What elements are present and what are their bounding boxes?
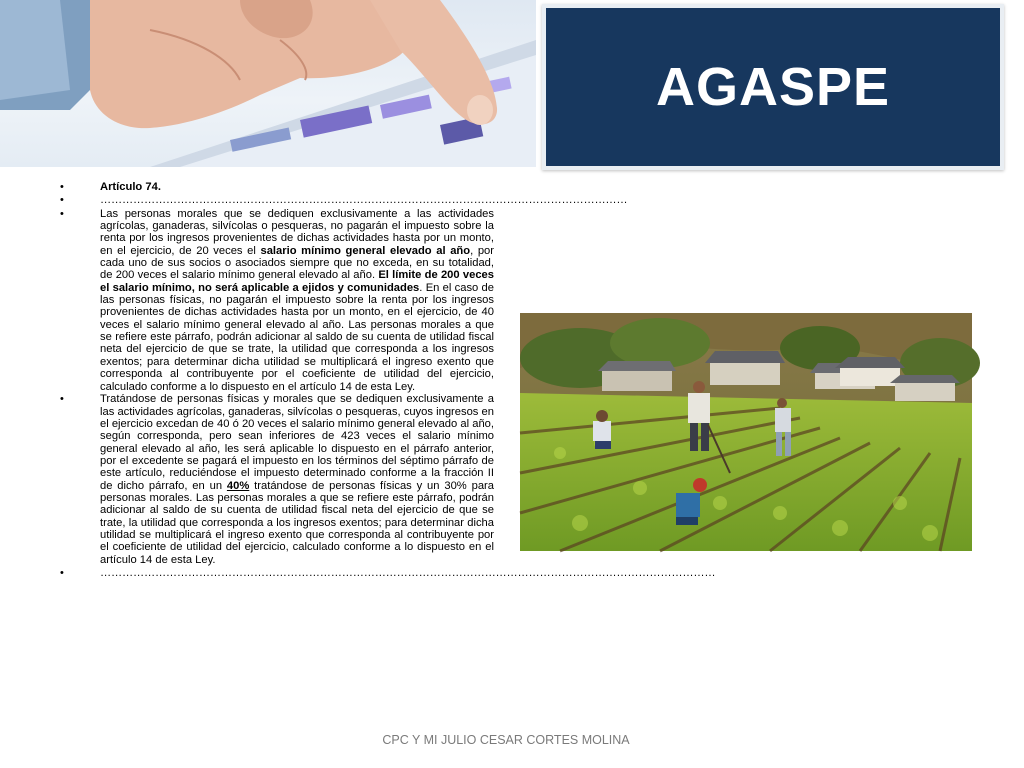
paragraph-text: Tratándose de personas físicas y morales que se dediquen exclusivamente a las actividades agrícolas, ganaderas, silvícolas o pesqueras, cuyos ingresos en el ejercicio excedan de 40 ó 20 veces el salario mínimo general elevado al año, según corresponda, pero sean inferiores de 423 veces el salario mínimo general elevado al año, les será aplicable lo dispuesto en el párrafo anterior, por el excedente se pagará el impuesto en los términos del séptimo párrafo de este artículo, reduciéndose el impuesto determinado conforme a la fracción II de dicho párrafo, en un bbox=[100, 393, 494, 492]
farm-workers-photo bbox=[520, 313, 972, 551]
list-item bbox=[58, 181, 494, 193]
title-box bbox=[542, 4, 1004, 170]
paragraph-text: tratándose de personas físicas y un 30% para personas morales. Las personas morales a que se refiere este párrafo, podrán adicionar al saldo de su cuenta de utilidad fiscal neta del ejercicio de que se trate, la utilidad que corresponda a los ingresos exentos; para determinar dicha utilidad se multiplicará el ingreso exento que corresponda al contribuyente por el coeficiente de utilidad del ejercicio, calculado conforme a lo dispuesto en el artículo 14 de esta Ley. bbox=[100, 479, 494, 566]
bold-text: El límite de 200 veces el salario mínimo, no será aplicable a ejidos y comunidades bbox=[100, 269, 494, 294]
paragraph-text: . En el caso de las personas físicas, no pagarán el impuesto sobre la renta por los ingresos provenientes de dichas actividades hasta por un monto, en el ejercicio, de 40 veces el salario mínimo general elevado al año. Las personas morales a que se refiere este párrafo, podrán adicionar al saldo de su cuenta de utilidad fiscal neta del ejercicio de que se trate, la utilidad que corresponda a los ingresos exentos; para determinar dicha utilidad se multiplicará el ingreso exento que corresponda al contribuyente por el coeficiente de utilidad del ejercicio, calculado conforme a lo dispuesto en el artículo 14 de esta Ley. bbox=[100, 281, 495, 393]
list-item bbox=[58, 393, 494, 566]
ellipsis-line: • ……………………………………………………………………………………………………………………………… bbox=[100, 194, 628, 207]
body-text bbox=[58, 181, 716, 580]
ellipsis-line: • …………………………………………………………………………………………………………………………………………………… bbox=[100, 566, 716, 579]
paragraph-text: Las personas morales que se dediquen exclusivamente a las actividades agrícolas, ganaderas, silvícolas o pesqueras, no pagarán el impuesto sobre la renta por los ingresos provenientes de dichas actividades hasta por un monto, en el ejercicio, de 20 veces el bbox=[100, 207, 494, 257]
slide-title: AGASPE bbox=[655, 57, 891, 117]
list-item bbox=[58, 194, 628, 207]
bold-underlined-text: 40% bbox=[226, 479, 250, 492]
list-item bbox=[58, 208, 494, 393]
list-item bbox=[58, 566, 716, 579]
title-panel bbox=[546, 8, 1000, 166]
paragraph-text: , por cada uno de sus socios o asociados siempre que no exceda, en su totalidad, de 200 veces el salario mínimo general elevado al año. bbox=[100, 244, 495, 282]
bold-text: salario mínimo general elevado al año bbox=[260, 244, 471, 257]
footer-author: CPC Y MI JULIO CESAR CORTES MOLINA bbox=[382, 733, 630, 747]
article-heading: Artículo 74. bbox=[100, 181, 161, 193]
hand-tablet-photo bbox=[0, 0, 536, 167]
